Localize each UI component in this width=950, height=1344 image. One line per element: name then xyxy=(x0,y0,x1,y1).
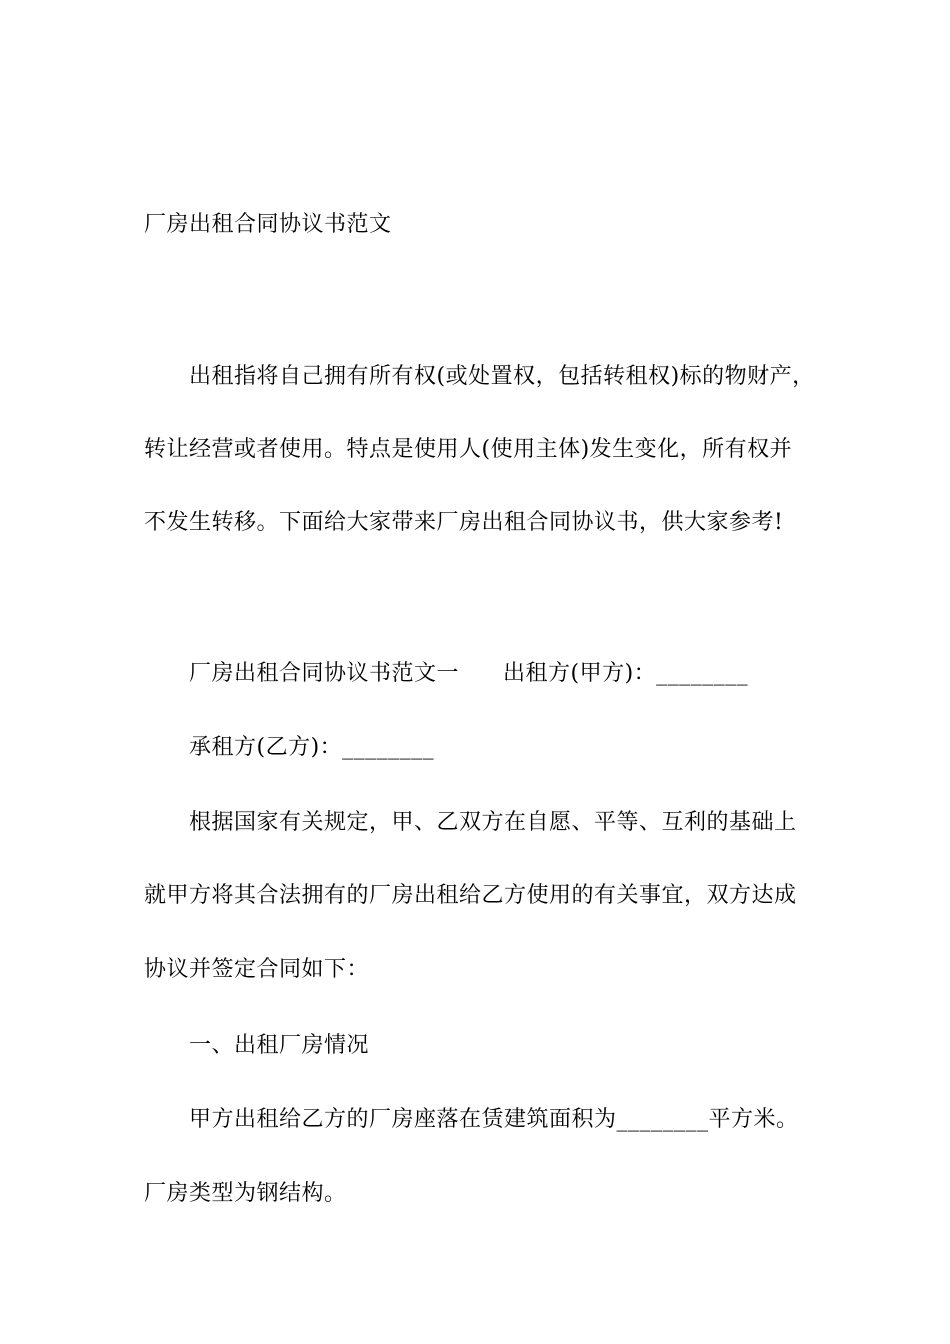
document-title: 厂房出租合同协议书范文 xyxy=(144,212,392,237)
section-1-line-2: 厂房类型为钢结构。 xyxy=(144,1181,347,1206)
sample-heading: 厂房出租合同协议书范文一 xyxy=(189,661,460,686)
preamble-line-1: 根据国家有关规定，甲、乙双方在自愿、平等、互利的基础上 xyxy=(189,810,797,835)
preamble-line-3: 协议并签定合同如下： xyxy=(144,957,370,982)
section-1-line-1: 甲方出租给乙方的厂房座落在赁建筑面积为________平方米。 xyxy=(189,1107,799,1132)
section-1-heading: 一、出租厂房情况 xyxy=(189,1033,370,1058)
intro-line-1: 出租指将自己拥有所有权(或处置权，包括转租权)标的物财产， xyxy=(189,364,815,389)
intro-line-3: 不发生转移。下面给大家带来厂房出租合同协议书，供大家参考! xyxy=(144,510,784,535)
preamble-line-2: 就甲方将其合法拥有的厂房出租给乙方使用的有关事宜，双方达成 xyxy=(144,883,797,908)
lessee-field: 承租方(乙方)：________ xyxy=(189,735,435,760)
intro-line-2: 转让经营或者使用。特点是使用人(使用主体)发生变化，所有权并 xyxy=(144,437,793,462)
lessor-field: 出租方(甲方)：________ xyxy=(503,661,749,686)
